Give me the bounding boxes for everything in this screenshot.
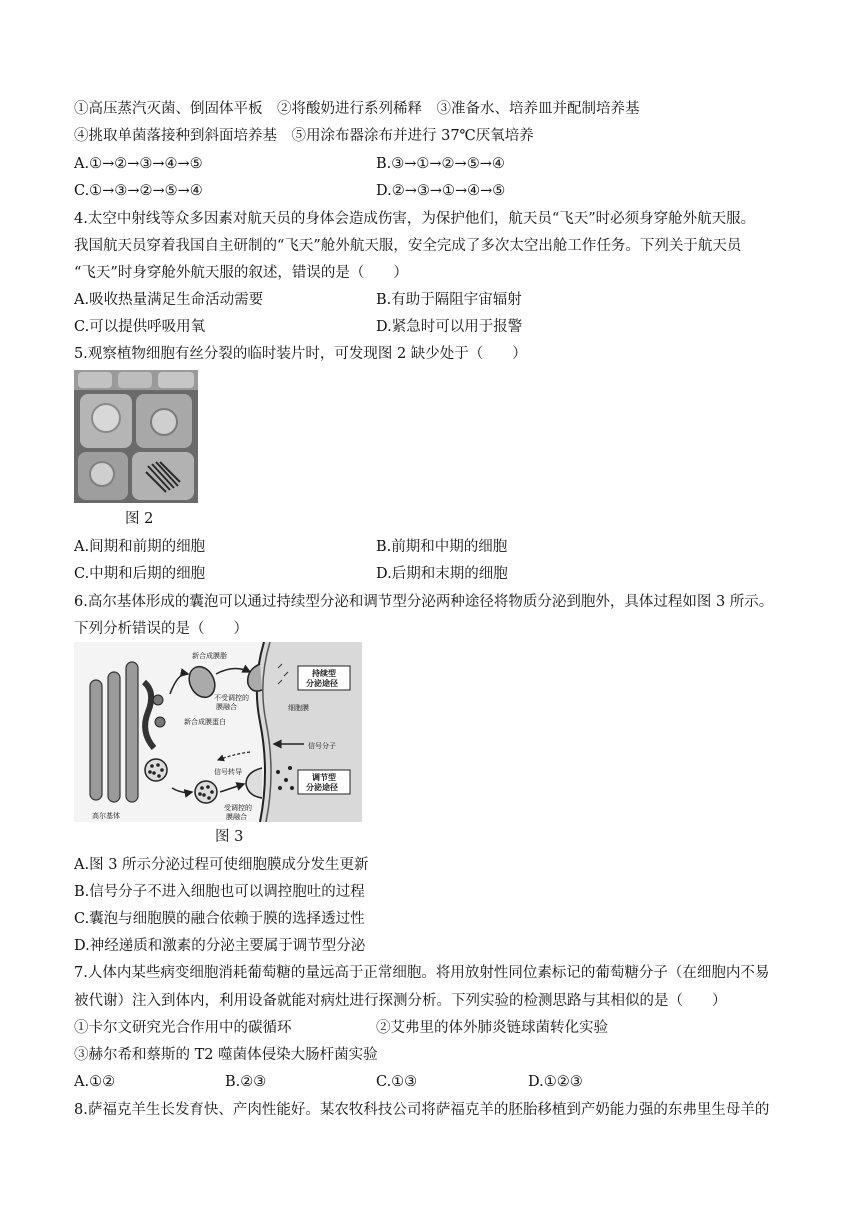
q6-option-a[interactable]: A.图 3 所示分泌过程可使细胞膜成分发生更新 bbox=[74, 857, 369, 873]
q4-stem-line-1: 4.太空中射线等众多因素对航天员的身体会造成伤害，为保护他们，航天员“飞天”时必须身穿舱外航天服。 bbox=[74, 211, 756, 227]
label-regulated-fusion-2: 膜融合 bbox=[226, 813, 247, 821]
q4-option-a[interactable]: A.吸收热量满足生命活动需要 bbox=[74, 292, 264, 308]
figure-2-micrograph bbox=[74, 370, 198, 503]
q4-option-c[interactable]: C.可以提供呼吸用氧 bbox=[74, 319, 206, 335]
q7-option-b[interactable]: B.②③ bbox=[225, 1074, 267, 1090]
q7-stem-line-1: 7.人体内某些病变细胞消耗葡萄糖的量远高于正常细胞。将用放射性同位素标记的葡萄糖分子（在细胞内不易 bbox=[74, 965, 770, 981]
q4-option-d[interactable]: D.紧急时可以用于报警 bbox=[376, 319, 523, 335]
q5-option-d[interactable]: D.后期和末期的细胞 bbox=[376, 566, 508, 582]
q7-item-1: ①卡尔文研究光合作用中的碳循环 bbox=[74, 1020, 292, 1036]
q3-steps-line-1: ①高压蒸汽灭菌、倒固体平板 ②将酸奶进行系列稀释 ③准备水、培养皿并配制培养基 bbox=[74, 101, 640, 117]
q5-option-a[interactable]: A.间期和前期的细胞 bbox=[74, 539, 206, 555]
q3-option-a[interactable]: A.①→②→③→④→⑤ bbox=[74, 156, 203, 172]
q3-option-b[interactable]: B.③→①→②→⑤→④ bbox=[376, 156, 505, 172]
label-unregulated-fusion-1: 不受调控的 bbox=[214, 694, 249, 702]
q6-stem-line-1: 6.高尔基体形成的囊泡可以通过持续型分泌和调节型分泌两种途径将物质分泌到胞外，具体过程如图 3 所示。 bbox=[74, 594, 774, 610]
label-signal-molecule: 信号分子 bbox=[308, 742, 336, 750]
q4-stem-line-2: 我国航天员穿着我国自主研制的“飞天”舱外航天服，安全完成了多次太空出舱工作任务。下列关于航天员 bbox=[74, 238, 742, 254]
q8-stem-line-1: 8.萨福克羊生长发育快、产肉性能好。某农牧科技公司将萨福克羊的胚胎移植到产奶能力强的东弗里生母羊的 bbox=[74, 1102, 770, 1118]
q7-option-d[interactable]: D.①②③ bbox=[528, 1074, 583, 1090]
label-golgi: 高尔基体 bbox=[92, 812, 120, 820]
q3-option-c[interactable]: C.①→③→②→⑤→④ bbox=[74, 183, 203, 199]
label-signal-transduction: 信号转导 bbox=[214, 768, 242, 776]
q7-option-a[interactable]: A.①② bbox=[74, 1074, 116, 1090]
label-constitutive-1: 持续型 bbox=[312, 669, 336, 678]
label-new-membrane-lipid: 新合成膜脂 bbox=[192, 652, 227, 660]
label-regulated-fusion-1: 受调控的 bbox=[224, 804, 252, 812]
label-cell-membrane: 细胞膜 bbox=[288, 704, 309, 712]
figure-3-caption: 图 3 bbox=[215, 829, 244, 845]
figure-2-image bbox=[74, 370, 198, 503]
q4-stem-line-3: “飞天”时身穿舱外航天服的叙述，错误的是（ ） bbox=[74, 265, 408, 281]
label-constitutive-2: 分泌途径 bbox=[306, 679, 338, 688]
q6-stem-line-2: 下列分析错误的是（ ） bbox=[74, 621, 248, 637]
figure-2-caption: 图 2 bbox=[125, 511, 154, 527]
label-unregulated-fusion-2: 膜融合 bbox=[216, 703, 237, 711]
q7-option-c[interactable]: C.①③ bbox=[376, 1074, 418, 1090]
q5-stem: 5.观察植物细胞有丝分裂的临时装片时，可发现图 2 缺少处于（ ） bbox=[74, 346, 527, 362]
q4-option-b[interactable]: B.有助于隔阻宇宙辐射 bbox=[376, 292, 522, 308]
q6-option-c[interactable]: C.囊泡与细胞膜的融合依赖于膜的选择透过性 bbox=[74, 911, 365, 927]
label-new-membrane-protein: 新合成膜蛋白 bbox=[184, 718, 226, 726]
figure-3-diagram bbox=[74, 642, 362, 822]
q5-option-c[interactable]: C.中期和后期的细胞 bbox=[74, 566, 206, 582]
q5-option-b[interactable]: B.前期和中期的细胞 bbox=[376, 539, 508, 555]
q6-option-d[interactable]: D.神经递质和激素的分泌主要属于调节型分泌 bbox=[74, 938, 366, 954]
label-regulated-1: 调节型 bbox=[312, 773, 336, 782]
q3-steps-line-2: ④挑取单菌落接种到斜面培养基 ⑤用涂布器涂布并进行 37℃厌氧培养 bbox=[74, 128, 534, 144]
figure-3-image bbox=[74, 642, 362, 822]
q3-option-d[interactable]: D.②→③→①→④→⑤ bbox=[376, 183, 506, 199]
q7-stem-line-2: 被代谢）注入到体内，利用设备就能对病灶进行探测分析。下列实验的检测思路与其相似的是（ ） bbox=[74, 993, 727, 1009]
q7-item-3: ③赫尔希和蔡斯的 T2 噬菌体侵染大肠杆菌实验 bbox=[74, 1047, 378, 1063]
q6-option-b[interactable]: B.信号分子不进入细胞也可以调控胞吐的过程 bbox=[74, 884, 365, 900]
label-regulated-2: 分泌途径 bbox=[306, 783, 338, 792]
q7-item-2: ②艾弗里的体外肺炎链球菌转化实验 bbox=[376, 1020, 608, 1036]
